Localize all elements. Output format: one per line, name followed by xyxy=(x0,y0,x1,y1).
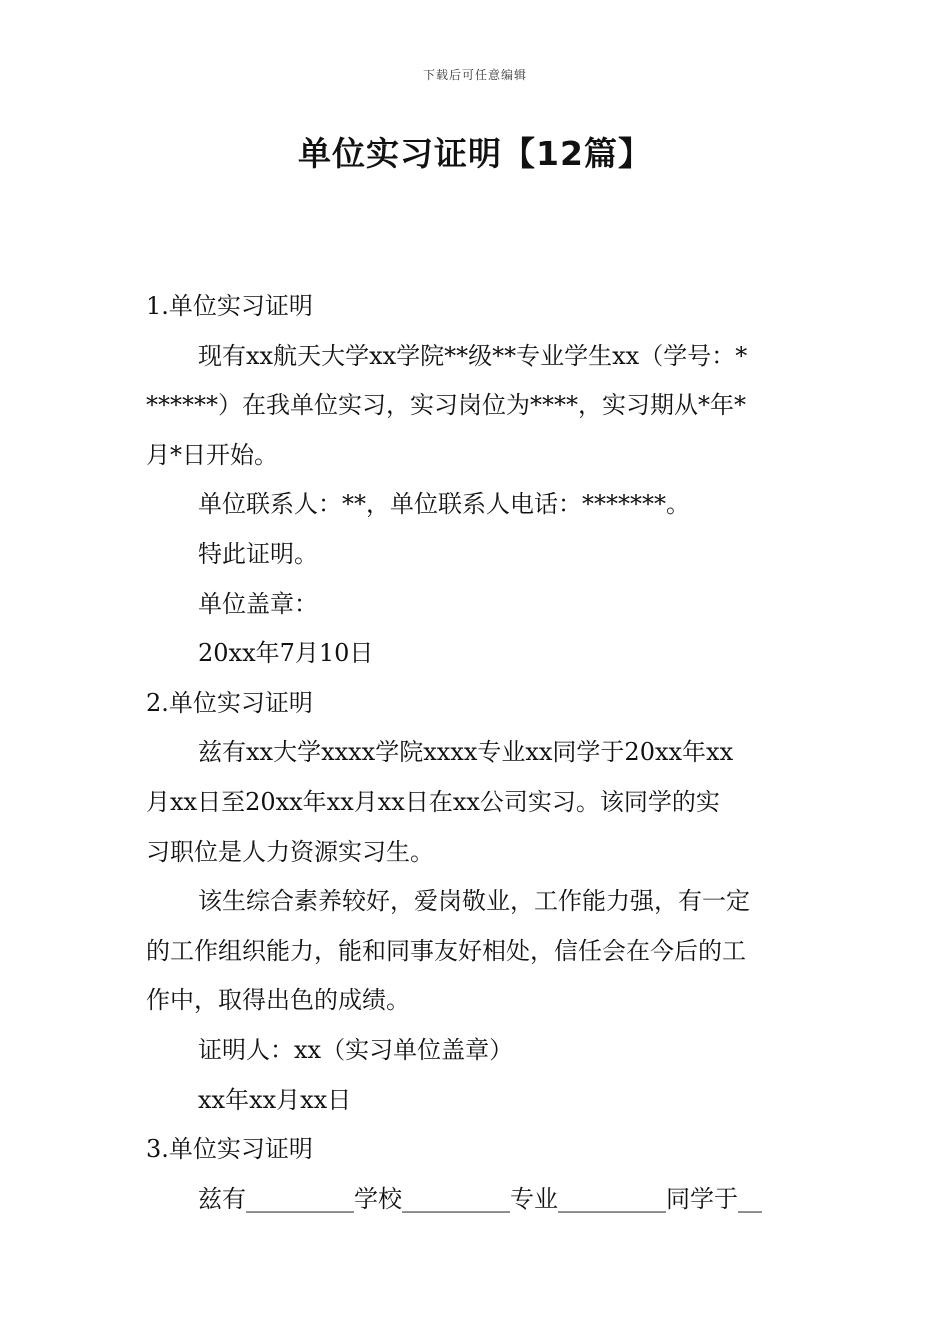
date-line: 20xx年7月10日 xyxy=(198,639,374,668)
paragraph-line: 现有xx航天大学xx学院**级**专业学生xx（学号：* xyxy=(198,341,748,370)
paragraph-line: 兹有xx大学xxxx学院xxxx专业xx同学于20xx年xx xyxy=(198,738,734,767)
section-heading-1: 1.单位实习证明 xyxy=(146,292,313,320)
paragraph-line: 月xx日至20xx年xx月xx日在xx公司实习。该同学的实 xyxy=(146,787,720,816)
paragraph-line: 作中，取得出色的成绩。 xyxy=(146,986,410,1015)
paragraph-line: 月*日开始。 xyxy=(146,440,278,469)
paragraph-line: 兹有_________学校_________专业_________同学于__ xyxy=(198,1184,762,1213)
document-body xyxy=(146,282,808,1224)
date-line: xx年xx月xx日 xyxy=(198,1085,352,1114)
section-heading-3: 3.单位实习证明 xyxy=(146,1135,313,1164)
contact-line: 单位联系人：**，单位联系人电话：*******。 xyxy=(198,490,690,519)
paragraph-line: 的工作组织能力，能和同事友好相处，信任会在今后的工 xyxy=(146,936,746,965)
certify-line: 特此证明。 xyxy=(198,539,318,568)
paragraph-line: 该生综合素养较好，爱岗敬业，工作能力强，有一定 xyxy=(198,887,750,916)
header-note: 下载后可任意编辑 xyxy=(422,68,527,82)
paragraph-line: 习职位是人力资源实习生。 xyxy=(146,837,434,866)
seal-line: 单位盖章： xyxy=(198,589,318,618)
paragraph-line: ******）在我单位实习，实习岗位为****，实习期从*年* xyxy=(146,391,746,420)
section-heading-2: 2.单位实习证明 xyxy=(146,688,313,717)
document-title: 单位实习证明【12篇】 xyxy=(298,134,652,173)
certifier-line: 证明人：xx（实习单位盖章） xyxy=(198,1035,514,1064)
